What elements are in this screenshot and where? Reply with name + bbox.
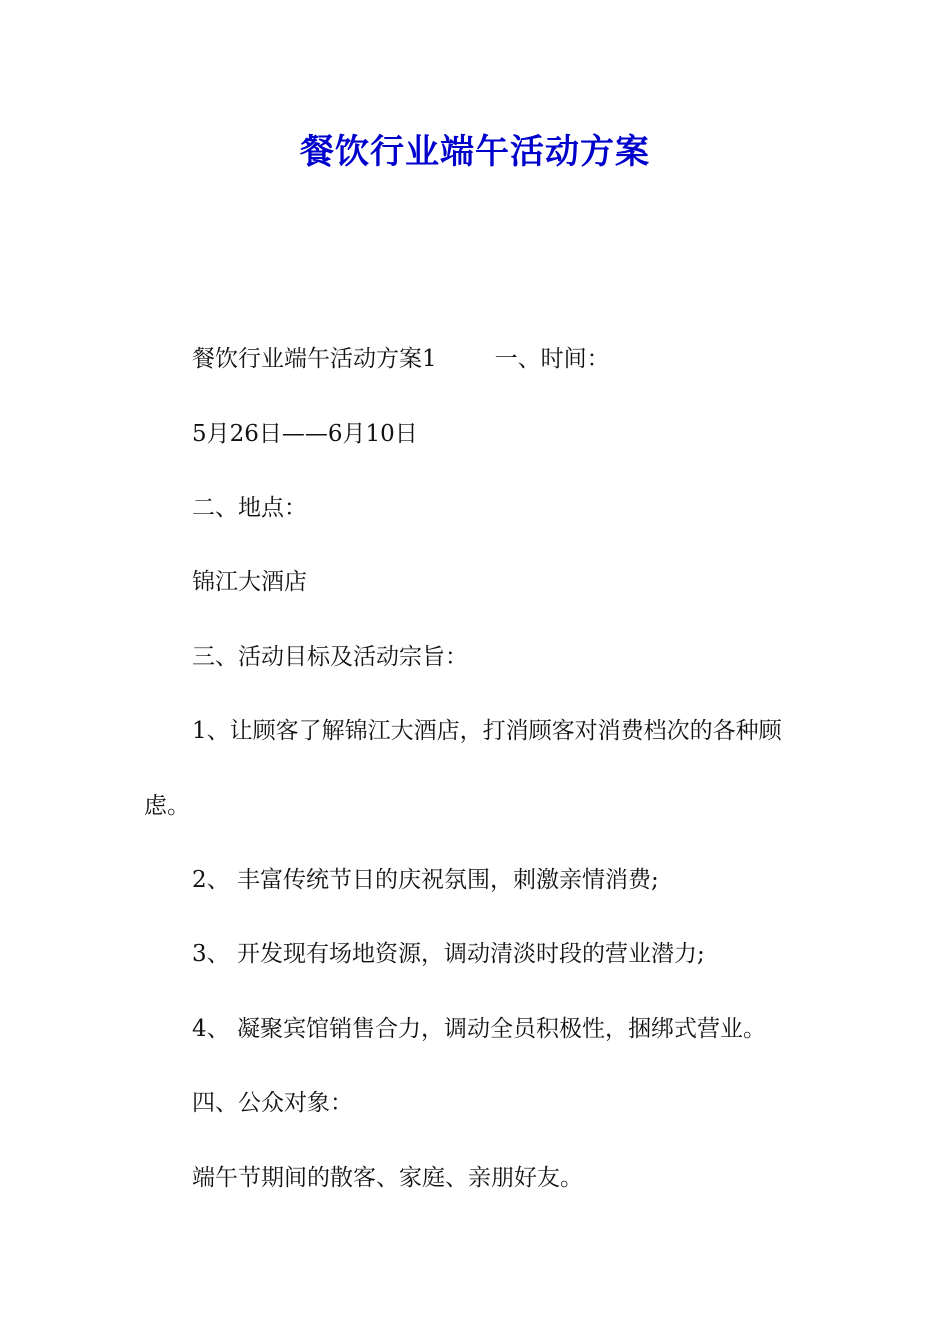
goal-item-2: 2、 丰富传统节日的庆祝氛围，刺激亲情消费; [192,867,659,893]
paragraph-plan-heading [192,343,610,375]
goal-item-3: 3、 开发现有场地资源，调动清淡时段的营业潜力; [192,941,705,967]
paragraph-audience: 端午节期间的散客、家庭、亲朋好友。 [192,1165,583,1191]
goal-item-1-continued: 虑。 [144,793,190,819]
paragraph-date-range: 5月26日——6月10日 [192,421,418,447]
goal-item-1: 1、让顾客了解锦江大酒店，打消顾客对消费档次的各种顾 [192,718,782,744]
section-goals-heading: 三、活动目标及活动宗旨： [192,644,468,670]
paragraph-location: 锦江大酒店 [192,569,307,595]
plan-heading-lead: 餐饮行业端午活动方案1 [192,346,437,372]
section-location-heading: 二、地点： [192,495,307,521]
goal-item-4: 4、 凝聚宾馆销售合力，调动全员积极性，捆绑式营业。 [192,1016,766,1042]
document-title: 餐饮行业端午活动方案 [300,132,650,172]
section-audience-heading: 四、公众对象： [192,1090,353,1116]
section-time-heading: 一、时间： [494,346,610,372]
